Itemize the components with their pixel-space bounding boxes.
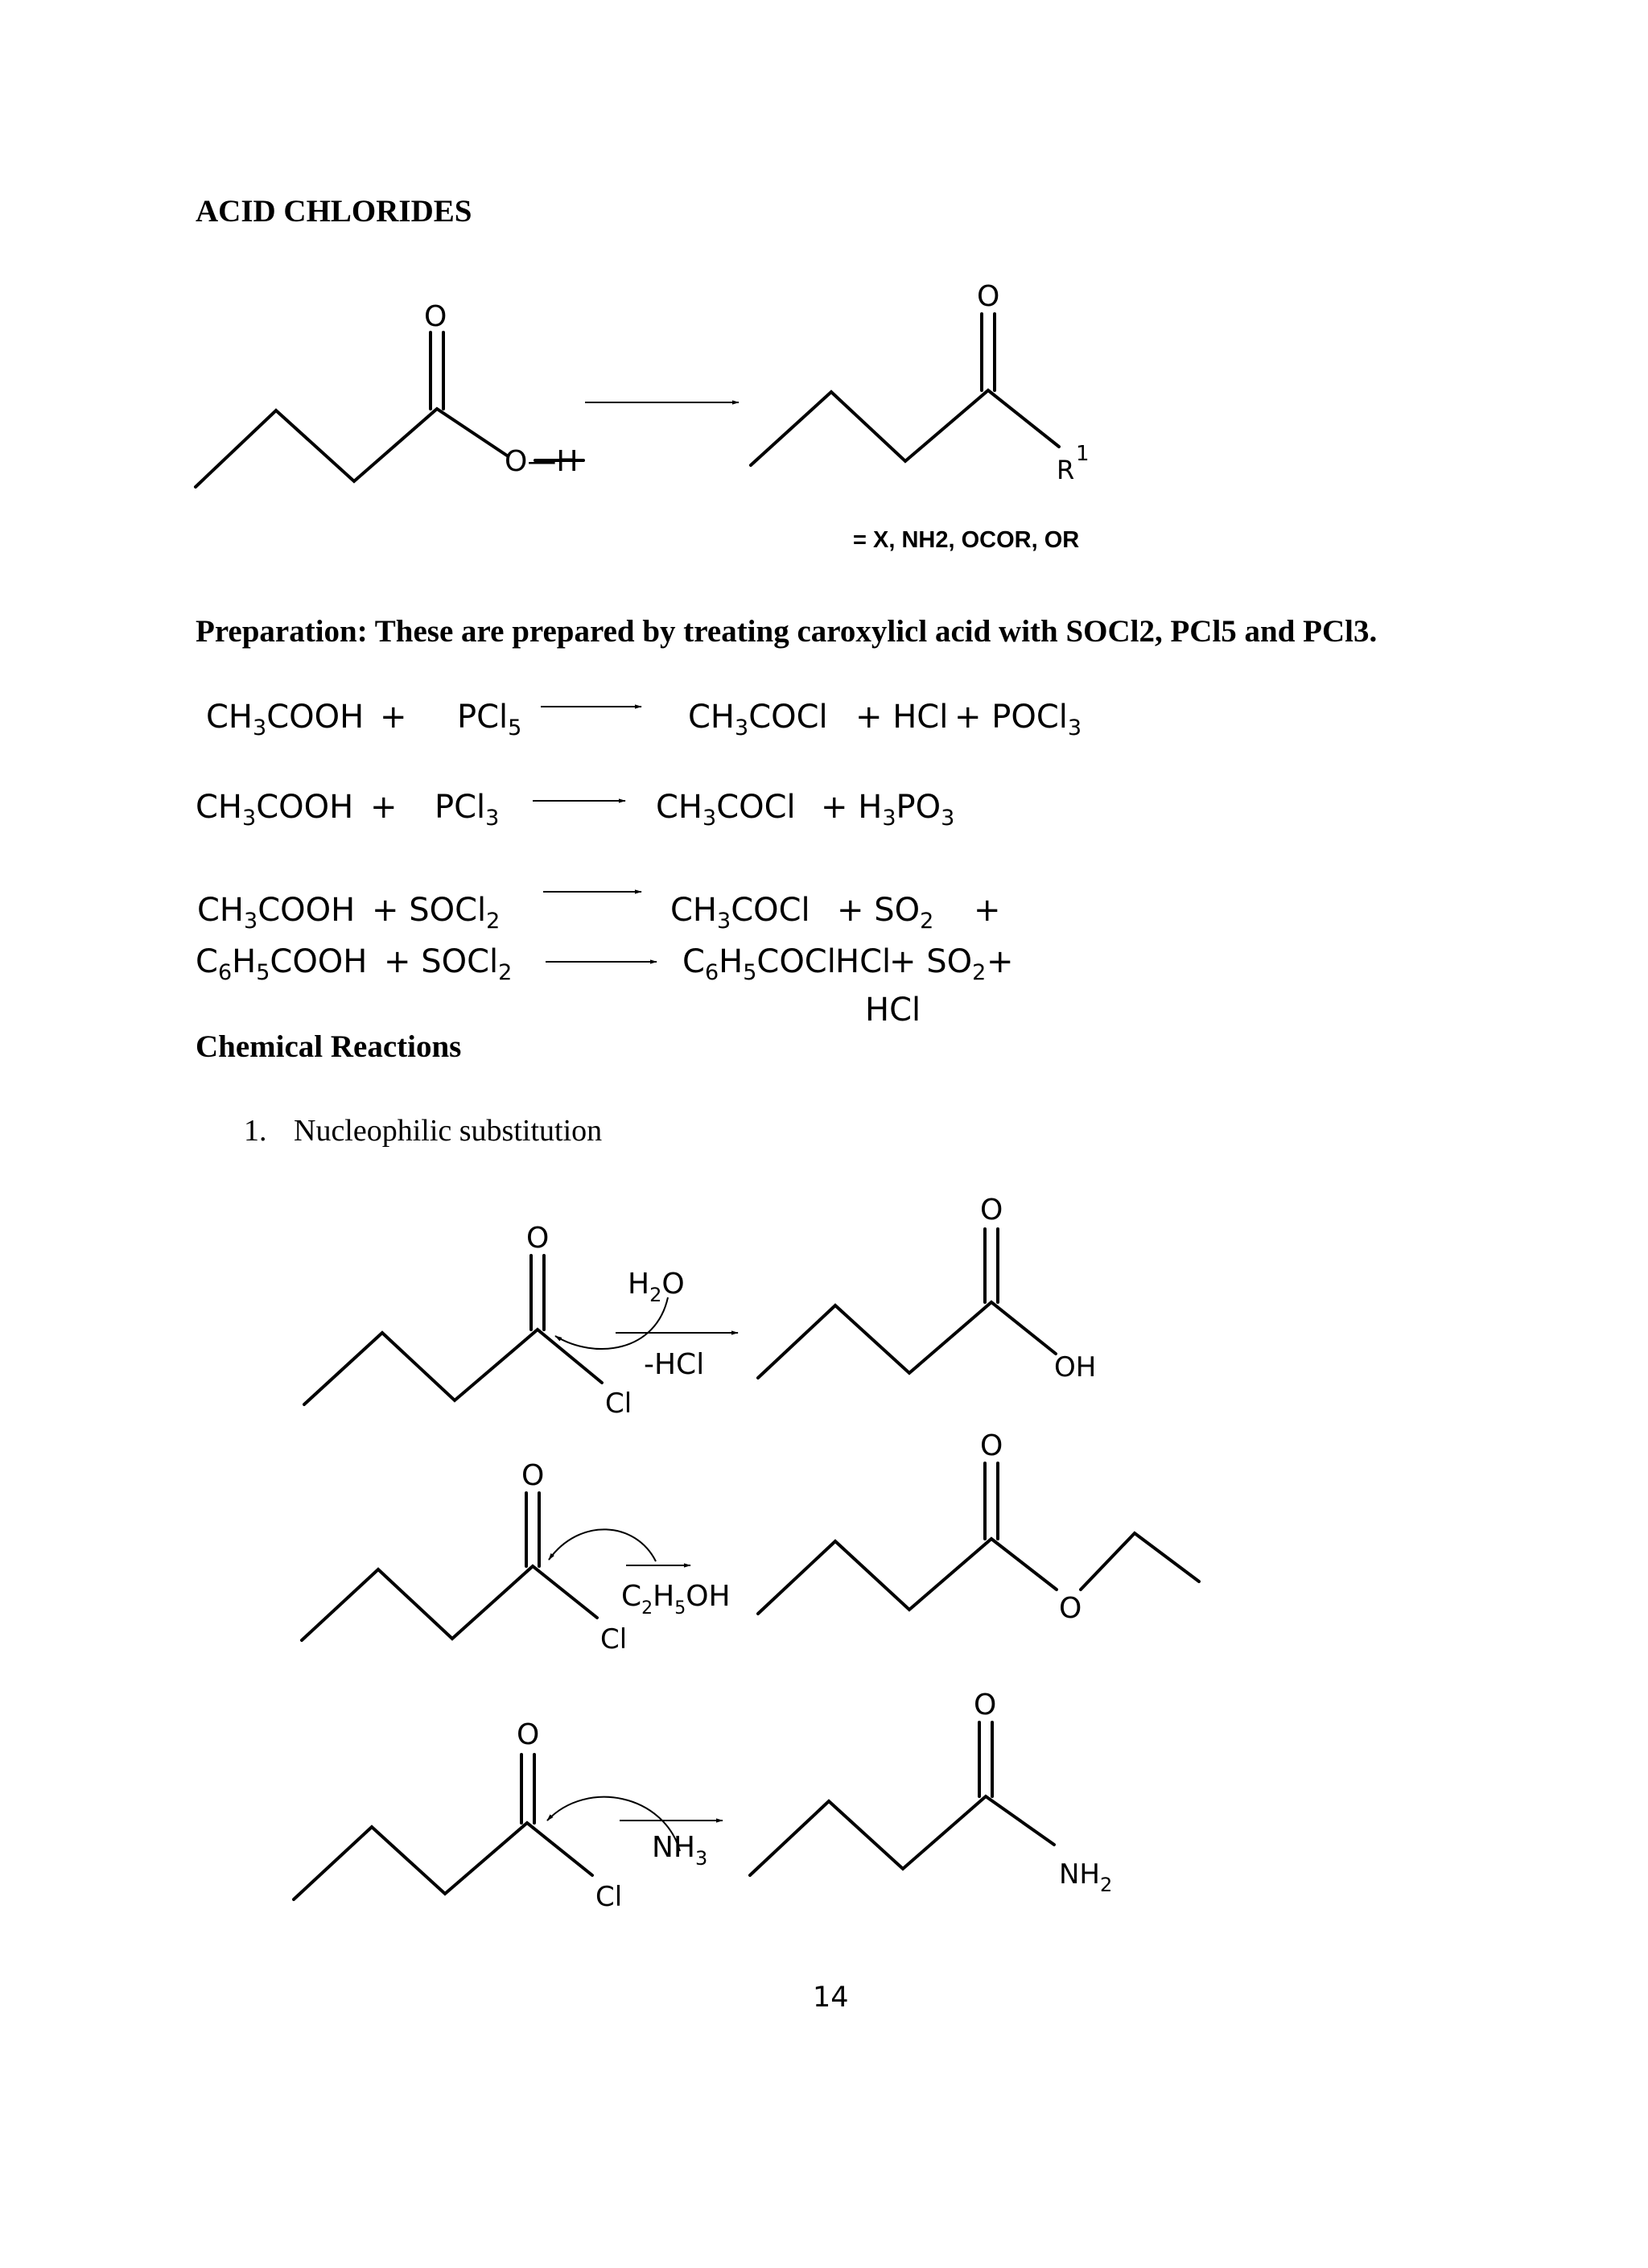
eq1-product-2: + HCl — [855, 699, 949, 736]
hydrolysis-byproduct: -HCl — [644, 1348, 705, 1381]
hydrolysis-product-o: O — [980, 1194, 1003, 1227]
eq2-plus: + — [370, 789, 398, 826]
list-number: 1. — [244, 1114, 267, 1148]
alcoholysis-product-ester-o: O — [1059, 1592, 1082, 1625]
eq1-reactant-2: PCl$_5$ — [457, 699, 522, 740]
eq3-plus: + — [974, 892, 1001, 929]
eq1-product-3: + POCl$_3$ — [954, 699, 1082, 740]
page-number: 14 — [813, 1981, 849, 2014]
acyl-product-structure — [751, 314, 1059, 465]
eq2-product-2: + $H_3PO_3$ — [821, 789, 955, 831]
eq3-reactant-2: + SOCl$_2$ — [372, 892, 501, 934]
eq4-reactant-1: $C_6H_5COOH$ — [196, 943, 368, 985]
preparation-text: Preparation: These are prepared by treating caroxylicl acid with SOCl2, PCl5 and PCl3. — [196, 614, 1378, 649]
eq3-reactant-1: $CH_3COOH$ — [197, 892, 356, 934]
product-oxygen-label: O — [977, 280, 1000, 313]
product-r-superscript: 1 — [1076, 442, 1090, 466]
eq3-product-1: $CH_3COCl$ — [670, 892, 810, 934]
product-r-label: R — [1057, 455, 1075, 485]
section-heading: ACID CHLORIDES — [196, 194, 472, 229]
eq4-product-3: HCl — [865, 992, 921, 1029]
eq4-plus: + — [987, 943, 1014, 980]
eq1-plus: + — [380, 699, 407, 736]
aminolysis-reactant-cl: Cl — [595, 1881, 623, 1913]
alcoholysis-reagent: $C_2H_5OH$ — [621, 1580, 731, 1619]
list-item-text: Nucleophilic substitution — [294, 1114, 603, 1148]
eq2-reactant-2: PCl$_3$ — [435, 789, 500, 831]
hydrolysis-product-oh: OH — [1054, 1351, 1097, 1383]
eq4-reactant-2: + SOCl$_2$ — [384, 943, 513, 985]
alcoholysis-reactant — [302, 1493, 597, 1640]
eq1-reactant-1: $CH_3COOH$ — [206, 699, 365, 740]
alcoholysis-product-o: O — [980, 1429, 1003, 1462]
hydrolysis-reactant-o: O — [526, 1222, 550, 1255]
eq4-product-2: + $SO_2$ — [889, 943, 987, 985]
reactant-chain — [196, 409, 507, 487]
eq3-product-3: HCl — [835, 943, 892, 980]
reactant-oh-label: O—H — [505, 445, 579, 478]
aminolysis-product-nh2: $NH_2$ — [1059, 1858, 1113, 1896]
eq4-product-1: $C_6H_5COCl$ — [682, 943, 836, 985]
aminolysis-reactant — [294, 1755, 592, 1899]
alcoholysis-reactant-o: O — [521, 1459, 545, 1492]
alcoholysis-curved-arrow — [549, 1529, 656, 1561]
aminolysis-product — [750, 1722, 1054, 1875]
hydrolysis-reactant-cl: Cl — [605, 1388, 632, 1420]
eq3-product-2: + $SO_2$ — [837, 892, 934, 934]
eq1-product-1: $CH_3COCl$ — [688, 699, 828, 740]
eq2-reactant-1: $CH_3COOH$ — [196, 789, 354, 831]
eq2-product-1: $CH_3COCl$ — [656, 789, 796, 831]
hydrolysis-reagent: $H_2O$ — [628, 1268, 685, 1306]
alcoholysis-reactant-cl: Cl — [600, 1623, 628, 1656]
substituent-note: = X, NH2, OCOR, OR — [853, 527, 1080, 553]
aminolysis-reactant-o: O — [517, 1718, 540, 1751]
reactant-oxygen-label: O — [424, 300, 447, 333]
aminolysis-product-o: O — [974, 1689, 997, 1722]
hydrolysis-product — [758, 1229, 1056, 1378]
alcoholysis-product — [758, 1463, 1199, 1614]
chemical-reactions-heading: Chemical Reactions — [196, 1029, 462, 1064]
hydrolysis-reactant — [304, 1256, 602, 1404]
product-chain — [751, 390, 1059, 465]
aminolysis-reagent: $NH_3$ — [652, 1831, 708, 1870]
